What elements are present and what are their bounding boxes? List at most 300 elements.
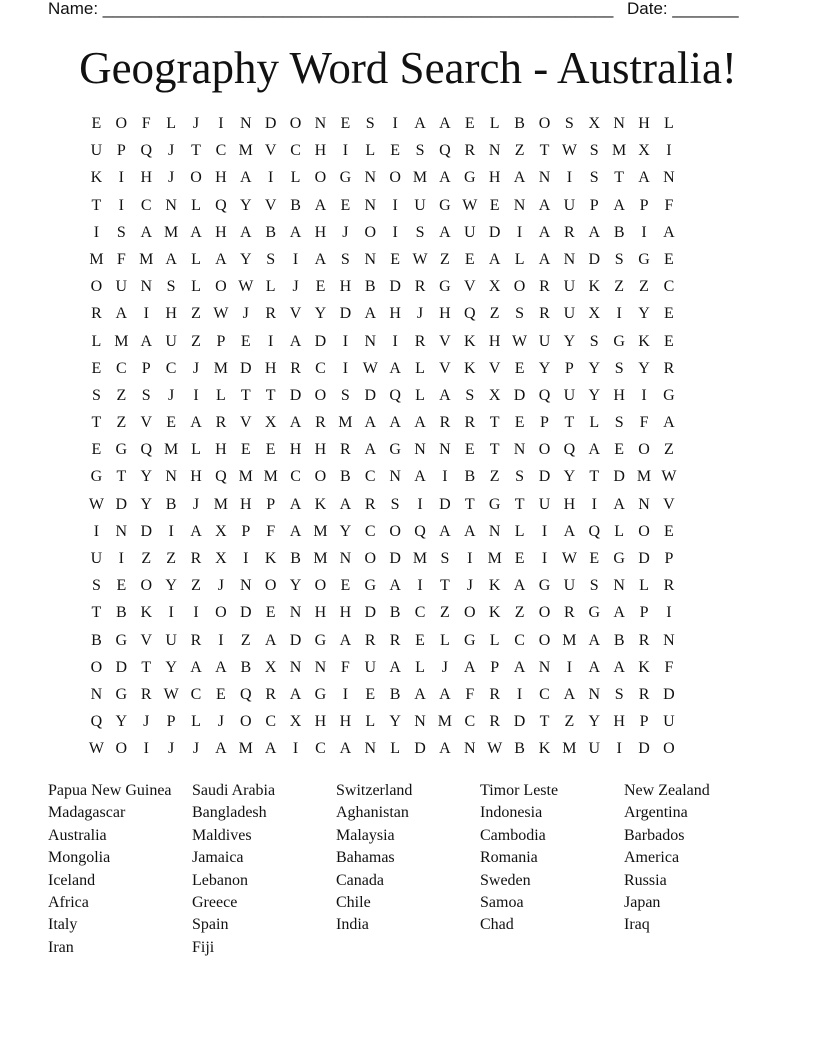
grid-letter[interactable]: I bbox=[118, 550, 124, 567]
grid-letter[interactable]: A bbox=[140, 332, 152, 350]
grid-letter[interactable]: W bbox=[88, 495, 104, 513]
grid-letter[interactable]: X bbox=[289, 713, 302, 731]
grid-letter[interactable]: I bbox=[641, 223, 647, 241]
grid-letter[interactable]: A bbox=[663, 414, 675, 432]
grid-letter[interactable]: R bbox=[389, 631, 401, 649]
date-field[interactable]: Date: _______ bbox=[627, 0, 739, 18]
grid-letter[interactable]: Z bbox=[614, 278, 625, 296]
grid-letter[interactable]: G bbox=[115, 685, 128, 703]
grid-letter[interactable]: W bbox=[561, 550, 577, 567]
grid-letter[interactable]: N bbox=[339, 550, 352, 567]
grid-letter[interactable]: A bbox=[364, 441, 377, 459]
grid-letter[interactable]: R bbox=[663, 577, 675, 595]
grid-letter[interactable]: B bbox=[389, 685, 401, 703]
grid-letter[interactable]: T bbox=[539, 713, 550, 731]
grid-letter[interactable]: T bbox=[265, 386, 276, 404]
grid-letter[interactable]: R bbox=[439, 414, 451, 432]
grid-letter[interactable]: A bbox=[439, 115, 451, 132]
grid-letter[interactable]: A bbox=[414, 685, 426, 703]
grid-letter[interactable]: L bbox=[365, 142, 376, 160]
grid-letter[interactable]: B bbox=[340, 468, 351, 486]
grid-letter[interactable]: H bbox=[215, 441, 227, 459]
grid-letter[interactable]: U bbox=[90, 142, 103, 160]
grid-letter[interactable]: G bbox=[538, 577, 551, 595]
grid-letter[interactable]: D bbox=[488, 223, 501, 241]
grid-letter[interactable]: S bbox=[91, 577, 101, 595]
grid-letter[interactable]: M bbox=[562, 631, 577, 649]
grid-letter[interactable]: A bbox=[538, 223, 551, 241]
grid-letter[interactable]: S bbox=[266, 250, 276, 268]
grid-letter[interactable]: I bbox=[342, 332, 349, 350]
grid-letter[interactable]: O bbox=[364, 223, 377, 241]
grid-letter[interactable]: Q bbox=[215, 196, 227, 214]
grid-letter[interactable]: E bbox=[390, 142, 401, 160]
grid-letter[interactable]: R bbox=[364, 631, 376, 649]
grid-letter[interactable]: I bbox=[168, 522, 174, 540]
grid-letter[interactable]: Z bbox=[489, 468, 500, 486]
grid-letter[interactable]: E bbox=[365, 685, 376, 703]
grid-letter[interactable]: V bbox=[289, 305, 302, 323]
grid-letter[interactable]: I bbox=[392, 196, 398, 214]
grid-letter[interactable]: A bbox=[613, 495, 625, 513]
grid-letter[interactable]: G bbox=[314, 685, 327, 703]
grid-letter[interactable]: U bbox=[115, 278, 128, 296]
grid-letter[interactable]: V bbox=[439, 359, 451, 377]
grid-letter[interactable]: I bbox=[93, 223, 100, 241]
grid-letter[interactable]: Q bbox=[90, 713, 103, 731]
grid-letter[interactable]: F bbox=[664, 658, 674, 676]
grid-letter[interactable]: T bbox=[589, 468, 600, 486]
grid-letter[interactable]: N bbox=[488, 522, 501, 540]
grid-letter[interactable]: K bbox=[464, 359, 476, 377]
grid-letter[interactable]: A bbox=[389, 577, 401, 595]
grid-letter[interactable]: E bbox=[664, 250, 674, 268]
grid-letter[interactable]: C bbox=[190, 685, 202, 703]
grid-letter[interactable]: A bbox=[439, 386, 451, 404]
grid-letter[interactable]: E bbox=[240, 441, 251, 459]
grid-letter[interactable]: V bbox=[663, 495, 675, 513]
grid-letter[interactable]: N bbox=[314, 658, 327, 676]
grid-letter[interactable]: L bbox=[415, 658, 425, 676]
grid-letter[interactable]: U bbox=[414, 196, 426, 214]
grid-letter[interactable]: P bbox=[639, 713, 649, 731]
grid-letter[interactable]: R bbox=[489, 685, 501, 703]
grid-letter[interactable]: Q bbox=[464, 305, 476, 323]
grid-letter[interactable]: I bbox=[118, 196, 124, 214]
grid-letter[interactable]: A bbox=[464, 522, 476, 540]
grid-letter[interactable]: F bbox=[116, 250, 126, 268]
grid-letter[interactable]: N bbox=[588, 685, 601, 703]
grid-letter[interactable]: A bbox=[339, 495, 352, 513]
grid-letter[interactable]: S bbox=[116, 223, 126, 241]
grid-letter[interactable]: E bbox=[664, 332, 674, 350]
grid-letter[interactable]: E bbox=[91, 359, 102, 377]
grid-letter[interactable]: I bbox=[268, 332, 274, 350]
grid-letter[interactable]: F bbox=[141, 115, 151, 132]
grid-letter[interactable]: Z bbox=[191, 332, 201, 350]
grid-letter[interactable]: N bbox=[364, 169, 377, 187]
grid-letter[interactable]: P bbox=[166, 713, 176, 731]
grid-letter[interactable]: U bbox=[663, 713, 675, 731]
grid-letter[interactable]: K bbox=[140, 604, 152, 622]
grid-letter[interactable]: Z bbox=[514, 604, 525, 622]
grid-letter[interactable]: B bbox=[290, 196, 301, 214]
grid-letter[interactable]: U bbox=[588, 740, 601, 758]
grid-letter[interactable]: Q bbox=[215, 468, 227, 486]
grid-letter[interactable]: M bbox=[437, 713, 453, 731]
grid-letter[interactable]: A bbox=[215, 250, 227, 268]
grid-letter[interactable]: B bbox=[389, 604, 401, 622]
grid-letter[interactable]: Q bbox=[389, 386, 401, 404]
grid-letter[interactable]: E bbox=[340, 577, 351, 595]
grid-letter[interactable]: H bbox=[190, 468, 202, 486]
grid-letter[interactable]: N bbox=[240, 115, 252, 132]
grid-letter[interactable]: A bbox=[439, 169, 451, 187]
grid-letter[interactable]: I bbox=[292, 250, 299, 268]
grid-letter[interactable]: A bbox=[240, 223, 252, 241]
grid-letter[interactable]: J bbox=[168, 740, 175, 758]
grid-letter[interactable]: O bbox=[215, 604, 227, 622]
grid-letter[interactable]: R bbox=[91, 305, 102, 323]
grid-letter[interactable]: D bbox=[314, 332, 327, 350]
grid-letter[interactable]: A bbox=[538, 196, 551, 214]
grid-letter[interactable]: O bbox=[314, 468, 327, 486]
grid-letter[interactable]: O bbox=[240, 713, 252, 731]
grid-letter[interactable]: D bbox=[613, 468, 625, 486]
grid-letter[interactable]: D bbox=[538, 468, 551, 486]
grid-letter[interactable]: B bbox=[364, 278, 376, 296]
grid-letter[interactable]: D bbox=[115, 658, 128, 676]
grid-letter[interactable]: R bbox=[140, 685, 152, 703]
grid-letter[interactable]: O bbox=[389, 522, 401, 540]
grid-letter[interactable]: F bbox=[664, 196, 674, 214]
grid-letter[interactable]: A bbox=[563, 522, 576, 540]
grid-letter[interactable]: Q bbox=[538, 386, 551, 404]
grid-letter[interactable]: R bbox=[564, 604, 575, 622]
grid-letter[interactable]: C bbox=[663, 278, 675, 296]
grid-letter[interactable]: A bbox=[314, 250, 327, 268]
grid-letter[interactable]: P bbox=[266, 495, 276, 513]
grid-letter[interactable]: B bbox=[290, 550, 301, 567]
grid-letter[interactable]: N bbox=[314, 115, 327, 132]
grid-letter[interactable]: R bbox=[364, 495, 376, 513]
grid-letter[interactable]: U bbox=[364, 658, 377, 676]
grid-letter[interactable]: J bbox=[342, 223, 349, 241]
grid-letter[interactable]: N bbox=[364, 250, 377, 268]
grid-letter[interactable]: J bbox=[466, 577, 473, 595]
grid-letter[interactable]: O bbox=[538, 604, 551, 622]
grid-letter[interactable]: A bbox=[638, 169, 650, 187]
grid-letter[interactable]: Q bbox=[140, 142, 152, 160]
grid-letter[interactable]: N bbox=[289, 658, 302, 676]
grid-letter[interactable]: I bbox=[516, 685, 523, 703]
grid-letter[interactable]: C bbox=[116, 359, 127, 377]
grid-letter[interactable]: K bbox=[488, 577, 501, 595]
grid-letter[interactable]: J bbox=[217, 577, 225, 595]
grid-letter[interactable]: H bbox=[165, 305, 177, 323]
grid-letter[interactable]: S bbox=[91, 386, 101, 404]
grid-letter[interactable]: X bbox=[264, 414, 277, 432]
grid-letter[interactable]: P bbox=[564, 359, 574, 377]
grid-letter[interactable]: O bbox=[314, 386, 327, 404]
grid-letter[interactable]: I bbox=[342, 142, 349, 160]
grid-letter[interactable]: O bbox=[663, 740, 675, 758]
grid-letter[interactable]: U bbox=[538, 332, 551, 350]
grid-letter[interactable]: L bbox=[290, 169, 301, 187]
grid-letter[interactable]: T bbox=[141, 658, 152, 676]
grid-letter[interactable]: K bbox=[464, 332, 476, 350]
grid-letter[interactable]: O bbox=[190, 169, 202, 187]
grid-letter[interactable]: A bbox=[439, 522, 451, 540]
grid-letter[interactable]: A bbox=[389, 359, 401, 377]
grid-letter[interactable]: B bbox=[514, 115, 525, 132]
grid-letter[interactable]: E bbox=[464, 441, 475, 459]
grid-letter[interactable]: I bbox=[392, 332, 398, 350]
grid-letter[interactable]: K bbox=[264, 550, 277, 567]
grid-letter[interactable]: V bbox=[264, 142, 277, 160]
grid-letter[interactable]: N bbox=[563, 250, 576, 268]
grid-letter[interactable]: B bbox=[265, 223, 277, 241]
grid-letter[interactable]: H bbox=[314, 604, 327, 622]
grid-letter[interactable]: Y bbox=[638, 305, 650, 323]
grid-letter[interactable]: H bbox=[140, 169, 152, 187]
grid-letter[interactable]: T bbox=[440, 577, 450, 595]
grid-letter[interactable]: D bbox=[264, 115, 277, 132]
grid-letter[interactable]: Q bbox=[563, 441, 576, 459]
grid-letter[interactable]: E bbox=[614, 441, 625, 459]
grid-letter[interactable]: U bbox=[563, 577, 576, 595]
grid-letter[interactable]: U bbox=[90, 550, 103, 567]
grid-letter[interactable]: N bbox=[613, 115, 625, 132]
grid-letter[interactable]: L bbox=[365, 713, 376, 731]
grid-letter[interactable]: Y bbox=[638, 359, 650, 377]
grid-letter[interactable]: M bbox=[313, 522, 328, 540]
grid-letter[interactable]: D bbox=[115, 495, 128, 513]
grid-letter[interactable]: R bbox=[414, 278, 426, 296]
grid-letter[interactable]: O bbox=[638, 441, 650, 459]
grid-letter[interactable]: F bbox=[340, 658, 350, 676]
grid-letter[interactable]: R bbox=[190, 550, 202, 567]
grid-letter[interactable]: D bbox=[364, 386, 377, 404]
grid-letter[interactable]: W bbox=[512, 332, 528, 350]
grid-letter[interactable]: X bbox=[488, 278, 501, 296]
grid-letter[interactable]: I bbox=[566, 169, 573, 187]
grid-letter[interactable]: S bbox=[440, 550, 450, 567]
grid-letter[interactable]: S bbox=[589, 142, 599, 160]
grid-letter[interactable]: N bbox=[115, 522, 128, 540]
grid-letter[interactable]: H bbox=[389, 305, 401, 323]
grid-letter[interactable]: S bbox=[614, 685, 624, 703]
grid-letter[interactable]: A bbox=[140, 223, 152, 241]
grid-letter[interactable]: A bbox=[289, 522, 302, 540]
grid-letter[interactable]: T bbox=[464, 495, 475, 513]
grid-letter[interactable]: K bbox=[538, 740, 551, 758]
grid-letter[interactable]: I bbox=[392, 115, 398, 132]
grid-letter[interactable]: D bbox=[513, 713, 526, 731]
grid-letter[interactable]: R bbox=[265, 305, 277, 323]
grid-letter[interactable]: B bbox=[116, 604, 127, 622]
grid-letter[interactable]: G bbox=[588, 604, 601, 622]
grid-letter[interactable]: H bbox=[613, 713, 625, 731]
grid-letter[interactable]: S bbox=[365, 115, 375, 132]
grid-letter[interactable]: N bbox=[538, 169, 551, 187]
grid-letter[interactable]: S bbox=[166, 278, 176, 296]
grid-letter[interactable]: L bbox=[514, 522, 525, 540]
grid-letter[interactable]: U bbox=[165, 631, 177, 649]
grid-letter[interactable]: A bbox=[588, 223, 601, 241]
grid-letter[interactable]: S bbox=[515, 305, 525, 323]
grid-letter[interactable]: I bbox=[591, 495, 597, 513]
grid-letter[interactable]: J bbox=[192, 740, 200, 758]
grid-letter[interactable]: N bbox=[513, 196, 526, 214]
grid-letter[interactable]: S bbox=[589, 577, 599, 595]
grid-letter[interactable]: E bbox=[91, 115, 102, 132]
grid-letter[interactable]: O bbox=[538, 115, 551, 132]
grid-letter[interactable]: A bbox=[439, 740, 451, 758]
grid-letter[interactable]: Z bbox=[639, 278, 649, 296]
grid-letter[interactable]: N bbox=[389, 468, 401, 486]
grid-letter[interactable]: O bbox=[314, 577, 327, 595]
grid-letter[interactable]: P bbox=[241, 522, 251, 540]
grid-letter[interactable]: E bbox=[664, 522, 674, 540]
grid-letter[interactable]: W bbox=[661, 468, 677, 486]
grid-letter[interactable]: A bbox=[513, 577, 526, 595]
grid-letter[interactable]: K bbox=[90, 169, 103, 187]
grid-letter[interactable]: V bbox=[264, 196, 277, 214]
grid-letter[interactable]: J bbox=[168, 142, 175, 160]
grid-letter[interactable]: E bbox=[116, 577, 127, 595]
grid-letter[interactable]: A bbox=[264, 631, 277, 649]
grid-letter[interactable]: Y bbox=[140, 468, 152, 486]
grid-letter[interactable]: G bbox=[464, 631, 476, 649]
grid-letter[interactable]: C bbox=[364, 468, 376, 486]
grid-letter[interactable]: F bbox=[639, 414, 649, 432]
grid-letter[interactable]: R bbox=[265, 685, 277, 703]
grid-letter[interactable]: E bbox=[514, 550, 525, 567]
grid-letter[interactable]: J bbox=[192, 115, 200, 132]
grid-letter[interactable]: P bbox=[490, 658, 500, 676]
grid-letter[interactable]: A bbox=[215, 658, 227, 676]
grid-letter[interactable]: S bbox=[465, 386, 475, 404]
grid-letter[interactable]: A bbox=[588, 658, 601, 676]
grid-letter[interactable]: M bbox=[164, 441, 179, 459]
grid-letter[interactable]: D bbox=[339, 305, 352, 323]
grid-letter[interactable]: Z bbox=[191, 577, 201, 595]
grid-letter[interactable]: A bbox=[414, 468, 426, 486]
grid-letter[interactable]: A bbox=[414, 115, 426, 132]
grid-letter[interactable]: A bbox=[190, 522, 202, 540]
grid-letter[interactable]: N bbox=[240, 577, 252, 595]
grid-letter[interactable]: O bbox=[389, 169, 401, 187]
grid-letter[interactable]: O bbox=[215, 278, 227, 296]
grid-letter[interactable]: A bbox=[464, 658, 476, 676]
grid-letter[interactable]: I bbox=[392, 223, 398, 241]
grid-letter[interactable]: A bbox=[488, 250, 501, 268]
grid-letter[interactable]: N bbox=[538, 658, 551, 676]
grid-letter[interactable]: U bbox=[563, 196, 576, 214]
grid-letter[interactable]: N bbox=[663, 631, 675, 649]
grid-letter[interactable]: Y bbox=[588, 386, 601, 404]
grid-letter[interactable]: R bbox=[663, 359, 675, 377]
grid-letter[interactable]: V bbox=[140, 414, 152, 432]
grid-letter[interactable]: L bbox=[639, 577, 649, 595]
grid-letter[interactable]: A bbox=[364, 305, 377, 323]
grid-letter[interactable]: W bbox=[487, 740, 503, 758]
grid-letter[interactable]: T bbox=[489, 414, 500, 432]
grid-letter[interactable]: I bbox=[193, 386, 199, 404]
grid-letter[interactable]: B bbox=[613, 223, 625, 241]
grid-letter[interactable]: J bbox=[168, 386, 175, 404]
grid-letter[interactable]: C bbox=[290, 142, 301, 160]
grid-letter[interactable]: V bbox=[439, 332, 451, 350]
grid-letter[interactable]: S bbox=[141, 386, 151, 404]
grid-letter[interactable]: A bbox=[613, 604, 625, 622]
grid-letter[interactable]: E bbox=[464, 115, 475, 132]
grid-letter[interactable]: A bbox=[513, 658, 526, 676]
grid-letter[interactable]: T bbox=[614, 169, 625, 187]
grid-letter[interactable]: U bbox=[538, 495, 551, 513]
grid-letter[interactable]: D bbox=[289, 386, 302, 404]
grid-letter[interactable]: Y bbox=[240, 250, 252, 268]
grid-letter[interactable]: E bbox=[340, 115, 351, 132]
grid-letter[interactable]: W bbox=[561, 142, 577, 160]
grid-letter[interactable]: T bbox=[564, 414, 575, 432]
grid-letter[interactable]: V bbox=[488, 359, 501, 377]
grid-letter[interactable]: D bbox=[439, 495, 451, 513]
grid-letter[interactable]: O bbox=[314, 169, 327, 187]
grid-letter[interactable]: I bbox=[467, 550, 473, 567]
grid-letter[interactable]: G bbox=[339, 169, 352, 187]
grid-letter[interactable]: G bbox=[439, 278, 451, 296]
grid-letter[interactable]: C bbox=[215, 142, 227, 160]
grid-letter[interactable]: A bbox=[165, 250, 177, 268]
grid-letter[interactable]: Y bbox=[140, 495, 152, 513]
grid-letter[interactable]: J bbox=[192, 359, 200, 377]
grid-letter[interactable]: G bbox=[90, 468, 103, 486]
grid-letter[interactable]: N bbox=[414, 441, 426, 459]
grid-letter[interactable]: I bbox=[541, 522, 548, 540]
grid-letter[interactable]: S bbox=[564, 115, 574, 132]
grid-letter[interactable]: E bbox=[240, 332, 251, 350]
grid-letter[interactable]: U bbox=[563, 305, 576, 323]
grid-letter[interactable]: A bbox=[513, 169, 526, 187]
grid-letter[interactable]: A bbox=[613, 658, 625, 676]
grid-letter[interactable]: V bbox=[240, 414, 252, 432]
grid-letter[interactable]: D bbox=[389, 278, 401, 296]
grid-letter[interactable]: R bbox=[290, 359, 301, 377]
grid-letter[interactable]: C bbox=[464, 713, 476, 731]
grid-letter[interactable]: Y bbox=[314, 305, 327, 323]
grid-letter[interactable]: C bbox=[364, 522, 376, 540]
grid-letter[interactable]: A bbox=[414, 414, 426, 432]
grid-letter[interactable]: D bbox=[140, 522, 152, 540]
grid-letter[interactable]: P bbox=[639, 196, 649, 214]
name-field[interactable]: Name: ______________________________________________________ bbox=[48, 0, 614, 18]
grid-letter[interactable]: G bbox=[115, 631, 128, 649]
grid-letter[interactable]: A bbox=[563, 685, 576, 703]
grid-letter[interactable]: L bbox=[489, 631, 500, 649]
grid-letter[interactable]: R bbox=[539, 305, 550, 323]
grid-letter[interactable]: Z bbox=[440, 250, 450, 268]
grid-letter[interactable]: M bbox=[338, 414, 353, 432]
grid-letter[interactable]: L bbox=[664, 115, 674, 132]
grid-letter[interactable]: F bbox=[266, 522, 276, 540]
grid-letter[interactable]: I bbox=[616, 305, 622, 323]
grid-letter[interactable]: H bbox=[339, 713, 352, 731]
grid-letter[interactable]: A bbox=[389, 658, 401, 676]
grid-letter[interactable]: Y bbox=[389, 713, 401, 731]
grid-letter[interactable]: A bbox=[289, 332, 302, 350]
